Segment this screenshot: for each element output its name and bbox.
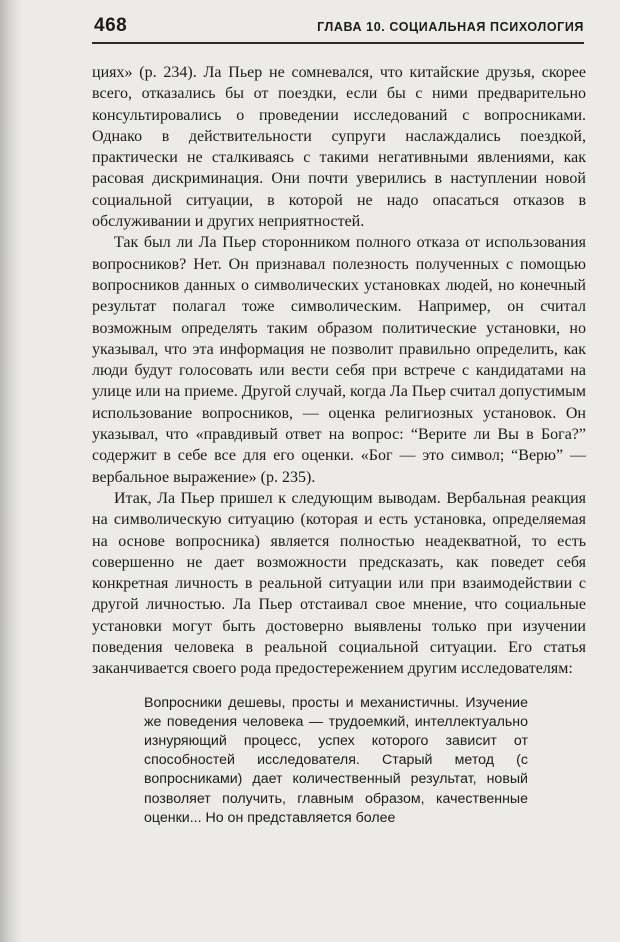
paragraph-continued: циях» (p. 234). Ла Пьер не сомневался, что китайские друзья, скорее всего, отказались бы от поездки, если бы с ними предварительно консультировались о проведении исследований с вопросниками. Однако в действительности супруги наслаждались поездкой, практически не сталкиваясь с такими негативными явлениями, как расовая дискриминация. Они почти уверились в наступлении новой социальной ситуации, в которой не надо опасаться отказов в обслуживании и других неприятностей.: [92, 64, 586, 231]
page-edge-shadow: [0, 0, 22, 942]
body-text: [92, 62, 586, 828]
page-number: 468: [94, 15, 128, 36]
running-header: [92, 14, 584, 44]
paragraph: Так был ли Ла Пьер сторонником полного отказа от использования вопросников? Нет. Он признавал полезность полученных с помощью вопросников данных о символических установках людей, но конечный результат полагал тоже символическим. Например, он считал возможным определять таким образом политические установки, но указывал, что эта информация не позволит правильно определить, как люди будут голосовать или вести себя при встрече с кандидатами на улице или на приеме. Другой случай, когда Ла Пьер считал допустимым использование вопросников, — оценка религиозных установок. Он указывал, что «правдивый ответ на вопрос: “Верите ли Вы в Бога?” содержит в себе все для его оценки. «Бог — это символ; “Верю” — вербальное выражение» (p. 235).: [92, 234, 586, 486]
paragraph: Итак, Ла Пьер пришел к следующим выводам. Вербальная реакция на символическую ситуацию (которая и есть установка, определяемая на основе вопросника) является полностью неадекватной, то есть совершенно не дает возможности предсказать, как поведет себя конкретная личность в реальной ситуации или при взаимодействии с другой личностью. Ла Пьер отстаивал свое мнение, что социальные установки могут быть достоверно выявлены только при изучении поведения человека в реальной социальной ситуации. Его статья заканчивается своего рода предостережением другим исследователям:: [92, 489, 586, 678]
chapter-title: ГЛАВА 10. СОЦИАЛЬНАЯ ПСИХОЛОГИЯ: [317, 20, 584, 34]
block-quote: Вопросники дешевы, просты и механистичны. Изучение же поведения человека — трудоемкий, интеллектуально изнуряющий процесс, успех которого зависит от способностей исследователя. Старый метод (с вопросниками) дает количественный результат, новый позволяет получить, главным образом, качественные оценки... Но он представляется более: [144, 694, 528, 826]
